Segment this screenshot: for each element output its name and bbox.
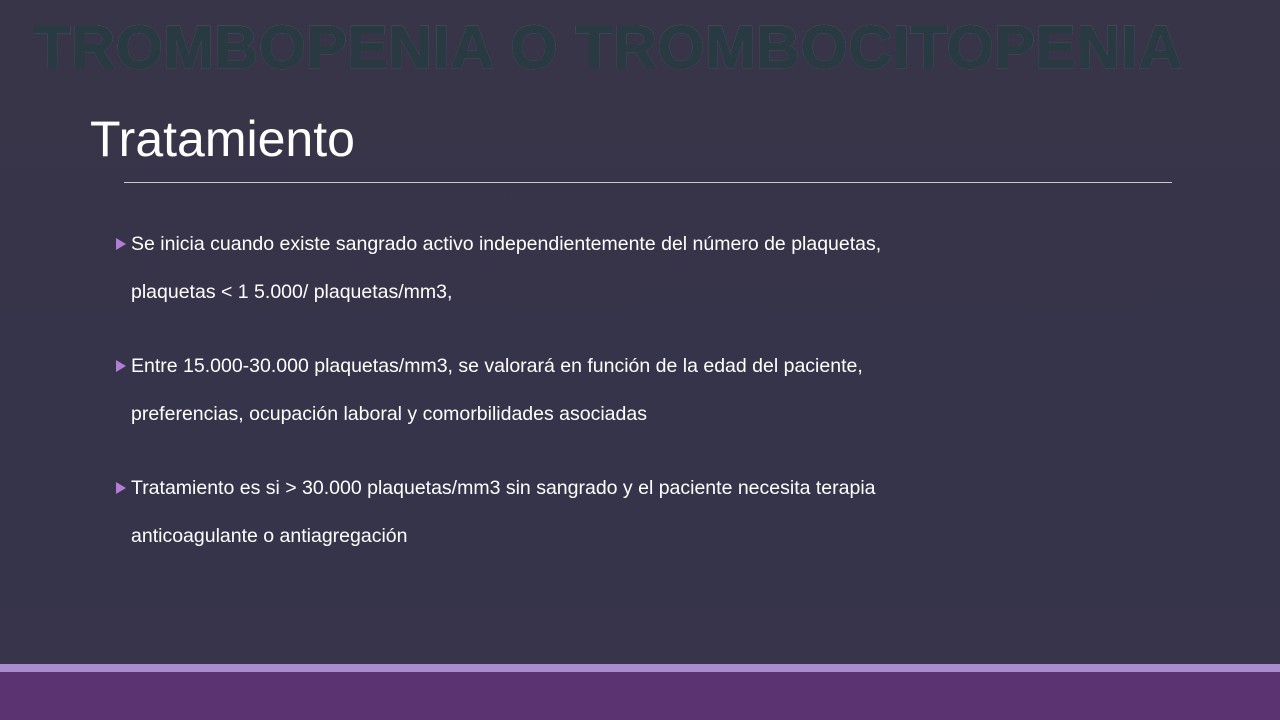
bullet-item <box>116 464 1196 560</box>
bullet-list <box>116 220 1196 586</box>
bullet-item <box>116 220 1196 316</box>
footer-accent-stripe <box>0 664 1280 672</box>
slide-subtitle: Tratamiento <box>90 111 355 167</box>
bullet-text <box>131 220 1196 316</box>
bullet-line: Se inicia cuando existe sangrado activo independientemente del número de plaquetas, <box>131 233 882 255</box>
bullet-line: plaquetas < 1 5.000/ plaquetas/mm3, <box>131 281 453 303</box>
bullet-line: anticoagulante o antiagregación <box>131 525 408 547</box>
bullet-line: preferencias, ocupación laboral y comorbilidades asociadas <box>131 403 647 425</box>
arrowhead-bullet-icon <box>116 482 126 494</box>
bullet-line: Entre 15.000-30.000 plaquetas/mm3, se valorará en función de la edad del paciente, <box>131 355 863 377</box>
arrowhead-bullet-icon <box>116 360 126 372</box>
bullet-item <box>116 342 1196 438</box>
footer-band <box>0 672 1280 720</box>
bullet-line: Tratamiento es si > 30.000 plaquetas/mm3 sin sangrado y el paciente necesita terapia <box>131 477 876 499</box>
arrowhead-bullet-icon <box>116 238 126 250</box>
title-divider <box>124 182 1172 183</box>
bullet-text <box>131 464 1196 560</box>
bullet-text <box>131 342 1196 438</box>
slide-heading: TROMBOPENIA O TROMBOCITOPENIA <box>34 12 1183 84</box>
